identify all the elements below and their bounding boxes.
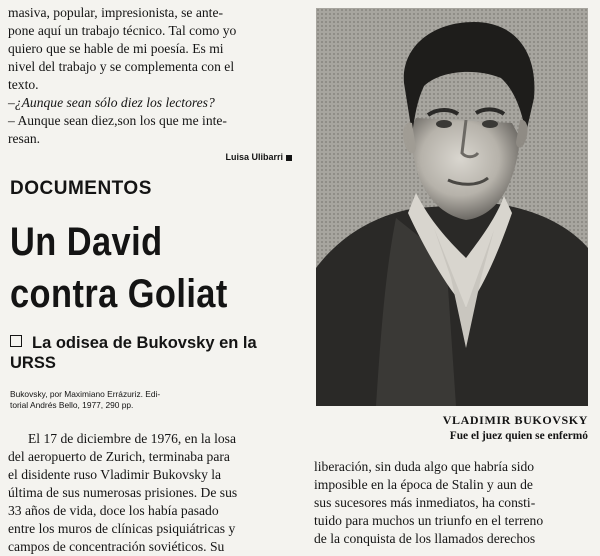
text-line: de la conquista de los llamados derechos xyxy=(314,531,536,546)
text-line: campos de concentración soviéticos. Su xyxy=(8,539,225,554)
photo-caption-name: VLADIMIR BUKOVSKY xyxy=(442,413,588,427)
portrait-photo xyxy=(316,8,588,406)
text-line: El 17 de diciembre de 1976, en la losa xyxy=(28,431,236,446)
text-line: última de sus numerosas prisiones. De sus xyxy=(8,485,238,500)
text-line: resan. xyxy=(8,131,41,146)
text-line: imposible en la época de Stalin y aun de xyxy=(314,477,533,492)
text-line: sus sucesores más inmediatos, ha consti- xyxy=(314,495,536,510)
text-line: masiva, popular, impresionista, se ante- xyxy=(8,5,224,20)
text-line: tuido para muchos un triunfo en el terreno xyxy=(314,513,544,528)
photo-caption-subtitle: Fue el juez quien se enfermó xyxy=(449,430,588,442)
article-subhead xyxy=(10,333,305,373)
credits-line: torial Andrés Bello, 1977, 290 pp. xyxy=(10,400,134,410)
end-mark-icon xyxy=(286,155,292,161)
text-line: el disidente ruso Vladimir Bukovsky la xyxy=(8,467,222,482)
credits-line: Bukovsky, por Maximiano Errázuriz. Edi- xyxy=(10,389,161,399)
text-line: texto. xyxy=(8,77,39,92)
article-body-left xyxy=(8,430,298,556)
headline-line: contra Goliat xyxy=(10,272,228,316)
body-paragraph xyxy=(314,458,592,548)
portrait-illustration xyxy=(316,8,588,406)
interview-question: –¿Aunque sean sólo diez los lectores? xyxy=(8,95,215,110)
body-paragraph xyxy=(8,430,298,556)
intro-paragraph xyxy=(8,4,298,148)
intro-column xyxy=(8,4,298,162)
book-credits xyxy=(10,389,210,411)
text-line: quiero que se hable de mi poesía. Es mi xyxy=(8,41,224,56)
author-signature xyxy=(8,152,298,162)
author-name: Luisa Ulibarri xyxy=(225,152,283,162)
text-line: 33 años de vida, doce los había pasado xyxy=(8,503,219,518)
text-line: pone aquí un trabajo técnico. Tal como yo xyxy=(8,23,237,38)
text-line: nivel del trabajo y se complementa con el xyxy=(8,59,235,74)
text-line: – Aunque sean diez,son los que me inte- xyxy=(8,113,227,128)
headline-line: Un David xyxy=(10,220,163,264)
article-body-right xyxy=(314,458,592,548)
article-headline xyxy=(10,216,259,320)
section-label: DOCUMENTOS xyxy=(10,178,152,199)
text-line: del aeropuerto de Zurich, terminaba para xyxy=(8,449,230,464)
text-line: liberación, sin duda algo que habría sido xyxy=(314,459,535,474)
text-line: entre los muros de clínicas psiquiátricas y xyxy=(8,521,236,536)
square-bullet-icon xyxy=(10,335,22,347)
subhead-text: La odisea de Bukovsky en la URSS xyxy=(10,334,257,372)
